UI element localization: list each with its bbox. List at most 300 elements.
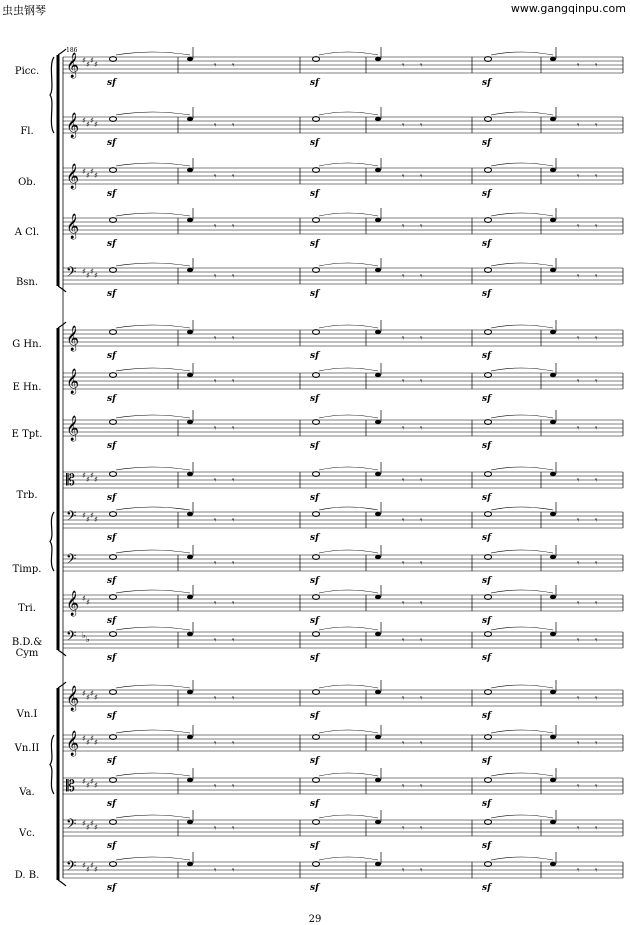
dynamic-marking: sf — [310, 841, 319, 851]
tie-icon — [319, 163, 378, 166]
dynamic-marking: sf — [310, 576, 319, 586]
key-signature-icon: ♯ — [90, 777, 94, 786]
note-head — [187, 268, 193, 272]
dynamic-marking: sf — [482, 138, 491, 148]
note-head — [110, 512, 117, 517]
note-head — [110, 117, 117, 122]
rest-icon: 𝄾 — [420, 61, 423, 71]
key-signature-icon: ♯ — [82, 734, 86, 743]
rest-icon: 𝄾 — [402, 272, 405, 282]
instrument-label: Vc. — [18, 828, 35, 839]
rest-icon: 𝄾 — [232, 424, 235, 434]
clef-icon: 𝄞 — [66, 416, 80, 441]
dynamic-marking: sf — [482, 653, 491, 663]
clef-icon: 𝄞 — [66, 591, 80, 616]
rest-icon: 𝄾 — [595, 476, 598, 486]
rest-icon: 𝄾 — [577, 334, 580, 344]
tie-icon — [319, 507, 378, 510]
note-head — [187, 420, 193, 424]
clef-icon: 𝄡 — [66, 776, 75, 795]
clef-icon: 𝄞 — [66, 113, 80, 138]
instrument-label: G Hn. — [12, 339, 42, 350]
note-head — [187, 690, 193, 694]
tie-icon — [116, 415, 190, 418]
key-signature-icon: ♯ — [94, 515, 98, 524]
tie-icon — [116, 213, 190, 216]
rest-icon: 𝄾 — [214, 61, 217, 71]
note-head — [550, 268, 556, 272]
clef-icon: 𝄢 — [66, 816, 77, 835]
tie-icon — [319, 590, 378, 593]
note-head — [550, 117, 556, 121]
note-head — [187, 735, 193, 739]
rest-icon: 𝄾 — [577, 782, 580, 792]
rest-icon: 𝄾 — [577, 424, 580, 434]
tie-icon — [491, 730, 553, 733]
note-head — [313, 820, 320, 825]
rest-icon: 𝄾 — [577, 377, 580, 387]
key-signature-icon: ♯ — [82, 594, 86, 603]
dynamic-marking: sf — [310, 653, 319, 663]
clef-icon: 𝄢 — [66, 628, 77, 647]
tie-icon — [491, 368, 553, 371]
note-head — [110, 330, 117, 335]
tie-icon — [116, 550, 190, 553]
instrument-label: Vn.II — [14, 743, 40, 754]
key-signature-icon: ♯ — [86, 738, 90, 747]
tie-icon — [319, 773, 378, 776]
dynamic-marking: sf — [310, 394, 319, 404]
rest-icon: 𝄾 — [595, 739, 598, 749]
clef-icon: 𝄢 — [66, 551, 77, 570]
instrument-label: Picc. — [14, 66, 40, 77]
note-head — [485, 778, 492, 783]
dynamic-marking: sf — [107, 756, 116, 766]
note-head — [550, 420, 556, 424]
key-signature-icon: ♭ — [82, 631, 86, 640]
key-signature-icon: ♯ — [86, 598, 90, 607]
key-signature-icon: ♯ — [86, 271, 90, 280]
key-signature-icon: ♯ — [94, 120, 98, 129]
rest-icon: 𝄾 — [577, 636, 580, 646]
rest-icon: 𝄾 — [214, 516, 217, 526]
note-head — [375, 117, 381, 121]
rest-icon: 𝄾 — [420, 636, 423, 646]
tie-icon — [491, 52, 553, 55]
rest-icon: 𝄾 — [595, 377, 598, 387]
key-signature-icon: ♯ — [94, 738, 98, 747]
key-signature-icon: ♯ — [90, 511, 94, 520]
tie-icon — [116, 815, 190, 818]
note-head — [187, 778, 193, 782]
rest-icon: 𝄾 — [577, 222, 580, 232]
note-head — [187, 57, 193, 61]
tie-icon — [491, 550, 553, 553]
dynamic-marking: sf — [310, 711, 319, 721]
tie-icon — [319, 52, 378, 55]
note-head — [313, 472, 320, 477]
instrument-label: D. B. — [14, 870, 40, 881]
key-signature-icon: ♯ — [86, 865, 90, 874]
tie-icon — [116, 112, 190, 115]
rest-icon: 𝄾 — [577, 599, 580, 609]
tie-icon — [491, 415, 553, 418]
rest-icon: 𝄾 — [577, 824, 580, 834]
note-head — [550, 472, 556, 476]
rest-icon: 𝄾 — [402, 559, 405, 569]
dynamic-marking: sf — [107, 883, 116, 893]
tie-icon — [491, 627, 553, 630]
dynamic-marking: sf — [107, 841, 116, 851]
tie-icon — [116, 590, 190, 593]
rest-icon: 𝄾 — [420, 782, 423, 792]
key-signature-icon: ♯ — [94, 475, 98, 484]
tie-icon — [491, 163, 553, 166]
dynamic-marking: sf — [482, 239, 491, 249]
dynamic-marking: sf — [482, 756, 491, 766]
rest-icon: 𝄾 — [214, 599, 217, 609]
tie-icon — [491, 773, 553, 776]
tie-icon — [116, 325, 190, 328]
note-head — [313, 690, 320, 695]
note-head — [187, 555, 193, 559]
note-head — [550, 632, 556, 636]
note-head — [550, 820, 556, 824]
note-head — [110, 555, 117, 560]
tie-icon — [116, 857, 190, 860]
note-head — [550, 330, 556, 334]
note-head — [187, 472, 193, 476]
tie-icon — [116, 52, 190, 55]
clef-icon: 𝄞 — [66, 164, 80, 189]
note-head — [110, 690, 117, 695]
dynamic-marking: sf — [107, 189, 116, 199]
rest-icon: 𝄾 — [595, 334, 598, 344]
tie-icon — [319, 627, 378, 630]
note-head — [375, 820, 381, 824]
tie-icon — [116, 467, 190, 470]
instrument-label: B.D.& Cym — [11, 637, 43, 659]
rest-icon: 𝄾 — [420, 222, 423, 232]
dynamic-marking: sf — [107, 138, 116, 148]
note-head — [485, 555, 492, 560]
note-head — [313, 595, 320, 600]
brace-icon — [50, 57, 54, 133]
rest-icon: 𝄾 — [577, 739, 580, 749]
rest-icon: 𝄾 — [402, 516, 405, 526]
rest-icon: 𝄾 — [214, 782, 217, 792]
bracket-hook — [58, 650, 66, 656]
key-signature-icon: ♯ — [82, 861, 86, 870]
note-head — [313, 862, 320, 867]
tie-icon — [116, 263, 190, 266]
rest-icon: 𝄾 — [214, 222, 217, 232]
tie-icon — [319, 730, 378, 733]
rest-icon: 𝄾 — [595, 222, 598, 232]
note-head — [375, 373, 381, 377]
note-head — [375, 512, 381, 516]
rest-icon: 𝄾 — [595, 782, 598, 792]
note-head — [187, 862, 193, 866]
rest-icon: 𝄾 — [232, 559, 235, 569]
tie-icon — [116, 163, 190, 166]
key-signature-icon: ♯ — [82, 777, 86, 786]
clef-icon: 𝄢 — [66, 508, 77, 527]
rest-icon: 𝄾 — [595, 694, 598, 704]
brace-icon — [50, 735, 54, 794]
brace-icon — [50, 512, 54, 571]
dynamic-marking: sf — [482, 576, 491, 586]
note-head — [550, 512, 556, 516]
key-signature-icon: ♯ — [82, 167, 86, 176]
note-head — [313, 117, 320, 122]
rest-icon: 𝄾 — [595, 599, 598, 609]
note-head — [313, 57, 320, 62]
tie-icon — [319, 263, 378, 266]
note-head — [485, 57, 492, 62]
tie-icon — [319, 415, 378, 418]
note-head — [550, 735, 556, 739]
rest-icon: 𝄾 — [595, 172, 598, 182]
rest-icon: 𝄾 — [402, 377, 405, 387]
dynamic-marking: sf — [107, 616, 116, 626]
key-signature-icon: ♯ — [82, 267, 86, 276]
note-head — [485, 420, 492, 425]
bracket-hook — [58, 49, 66, 55]
clef-icon: 𝄞 — [66, 214, 80, 239]
dynamic-marking: sf — [310, 883, 319, 893]
tie-icon — [491, 507, 553, 510]
page-number: 29 — [308, 914, 322, 925]
key-signature-icon: ♯ — [94, 693, 98, 702]
dynamic-marking: sf — [482, 533, 491, 543]
rest-icon: 𝄾 — [214, 866, 217, 876]
note-head — [375, 57, 381, 61]
dynamic-marking: sf — [310, 616, 319, 626]
rest-icon: 𝄾 — [214, 424, 217, 434]
note-head — [485, 472, 492, 477]
note-head — [550, 168, 556, 172]
instrument-label: Ob. — [18, 177, 36, 188]
note-head — [187, 512, 193, 516]
rest-icon: 𝄾 — [595, 516, 598, 526]
dynamic-marking: sf — [310, 493, 319, 503]
dynamic-marking: sf — [107, 239, 116, 249]
rest-icon: 𝄾 — [420, 424, 423, 434]
dynamic-marking: sf — [107, 533, 116, 543]
note-head — [375, 268, 381, 272]
note-head — [485, 373, 492, 378]
key-signature-icon: ♯ — [94, 823, 98, 832]
note-head — [110, 168, 117, 173]
rest-icon: 𝄾 — [402, 222, 405, 232]
tie-icon — [116, 773, 190, 776]
dynamic-marking: sf — [482, 841, 491, 851]
key-signature-icon: ♯ — [86, 693, 90, 702]
key-signature-icon: ♯ — [90, 861, 94, 870]
note-head — [485, 820, 492, 825]
note-head — [485, 117, 492, 122]
rest-icon: 𝄾 — [577, 694, 580, 704]
key-signature-icon: ♯ — [90, 819, 94, 828]
note-head — [485, 268, 492, 273]
note-head — [375, 420, 381, 424]
note-head — [375, 472, 381, 476]
note-head — [313, 735, 320, 740]
rest-icon: 𝄾 — [577, 476, 580, 486]
tie-icon — [319, 368, 378, 371]
instrument-label: Timp. — [12, 564, 42, 575]
key-signature-icon: ♯ — [82, 819, 86, 828]
note-head — [485, 168, 492, 173]
rest-icon: 𝄾 — [402, 694, 405, 704]
dynamic-marking: sf — [107, 799, 116, 809]
dynamic-marking: sf — [482, 711, 491, 721]
dynamic-marking: sf — [482, 78, 491, 88]
note-head — [187, 330, 193, 334]
note-head — [313, 330, 320, 335]
tie-icon — [491, 112, 553, 115]
key-signature-icon: ♯ — [94, 60, 98, 69]
rest-icon: 𝄾 — [232, 599, 235, 609]
rest-icon: 𝄾 — [577, 121, 580, 131]
tie-icon — [319, 857, 378, 860]
bracket-hook — [58, 682, 66, 688]
instrument-label: Tri. — [18, 603, 36, 614]
clef-icon: 𝄞 — [66, 53, 80, 78]
note-head — [550, 218, 556, 222]
rest-icon: 𝄾 — [595, 636, 598, 646]
rest-icon: 𝄾 — [214, 476, 217, 486]
note-head — [550, 690, 556, 694]
clef-icon: 𝄞 — [66, 731, 80, 756]
dynamic-marking: sf — [310, 799, 319, 809]
note-head — [550, 862, 556, 866]
key-signature-icon: ♯ — [94, 781, 98, 790]
rest-icon: 𝄾 — [402, 739, 405, 749]
rest-icon: 𝄾 — [232, 334, 235, 344]
note-head — [187, 218, 193, 222]
dynamic-marking: sf — [310, 441, 319, 451]
rest-icon: 𝄾 — [577, 516, 580, 526]
note-head — [313, 512, 320, 517]
dynamic-marking: sf — [107, 289, 116, 299]
dynamic-marking: sf — [482, 351, 491, 361]
clef-icon: 𝄞 — [66, 369, 80, 394]
note-head — [550, 555, 556, 559]
rest-icon: 𝄾 — [214, 121, 217, 131]
rest-icon: 𝄾 — [232, 476, 235, 486]
dynamic-marking: sf — [107, 394, 116, 404]
note-head — [110, 373, 117, 378]
rest-icon: 𝄾 — [402, 172, 405, 182]
tie-icon — [319, 685, 378, 688]
key-signature-icon: ♭ — [86, 635, 90, 644]
note-head — [110, 595, 117, 600]
rest-icon: 𝄾 — [420, 866, 423, 876]
key-signature-icon: ♯ — [90, 116, 94, 125]
instrument-label: A Cl. — [14, 227, 40, 238]
key-signature-icon: ♯ — [86, 171, 90, 180]
dynamic-marking: sf — [310, 78, 319, 88]
site-url[interactable]: www.gangqinpu.com — [510, 2, 626, 15]
tie-icon — [491, 467, 553, 470]
dynamic-marking: sf — [107, 441, 116, 451]
rest-icon: 𝄾 — [595, 61, 598, 71]
key-signature-icon: ♯ — [86, 781, 90, 790]
dynamic-marking: sf — [482, 189, 491, 199]
rest-icon: 𝄾 — [402, 866, 405, 876]
key-signature-icon: ♯ — [90, 734, 94, 743]
note-head — [313, 420, 320, 425]
rest-icon: 𝄾 — [214, 334, 217, 344]
note-head — [550, 373, 556, 377]
key-signature-icon: ♯ — [82, 56, 86, 65]
key-signature-icon: ♯ — [90, 267, 94, 276]
rest-icon: 𝄾 — [420, 377, 423, 387]
rest-icon: 𝄾 — [595, 424, 598, 434]
note-head — [375, 218, 381, 222]
dynamic-marking: sf — [107, 78, 116, 88]
note-head — [375, 330, 381, 334]
rest-icon: 𝄾 — [595, 272, 598, 282]
note-head — [110, 472, 117, 477]
note-head — [375, 690, 381, 694]
note-head — [485, 632, 492, 637]
note-head — [550, 57, 556, 61]
key-signature-icon: ♯ — [82, 689, 86, 698]
note-head — [550, 595, 556, 599]
note-head — [485, 862, 492, 867]
dynamic-marking: sf — [107, 653, 116, 663]
note-head — [375, 735, 381, 739]
rest-icon: 𝄾 — [232, 121, 235, 131]
clef-icon: 𝄢 — [66, 264, 77, 283]
key-signature-icon: ♯ — [94, 171, 98, 180]
key-signature-icon: ♯ — [90, 56, 94, 65]
note-head — [187, 632, 193, 636]
tie-icon — [491, 685, 553, 688]
rest-icon: 𝄾 — [402, 61, 405, 71]
note-head — [110, 862, 117, 867]
note-head — [313, 218, 320, 223]
tie-icon — [491, 857, 553, 860]
dynamic-marking: sf — [482, 799, 491, 809]
dynamic-marking: sf — [310, 189, 319, 199]
rest-icon: 𝄾 — [595, 824, 598, 834]
tie-icon — [319, 550, 378, 553]
rest-icon: 𝄾 — [402, 599, 405, 609]
note-head — [485, 330, 492, 335]
dynamic-marking: sf — [482, 394, 491, 404]
clef-icon: 𝄞 — [66, 686, 80, 711]
tie-icon — [491, 263, 553, 266]
instrument-label: Trb. — [16, 490, 38, 501]
rest-icon: 𝄾 — [214, 824, 217, 834]
note-head — [313, 632, 320, 637]
rest-icon: 𝄾 — [232, 636, 235, 646]
note-head — [375, 778, 381, 782]
instrument-label: Fl. — [20, 126, 34, 137]
rest-icon: 𝄾 — [402, 334, 405, 344]
tie-icon — [116, 685, 190, 688]
bracket-hook — [58, 322, 66, 328]
rest-icon: 𝄾 — [232, 61, 235, 71]
rest-icon: 𝄾 — [232, 694, 235, 704]
tie-icon — [116, 627, 190, 630]
note-head — [313, 268, 320, 273]
note-head — [110, 268, 117, 273]
